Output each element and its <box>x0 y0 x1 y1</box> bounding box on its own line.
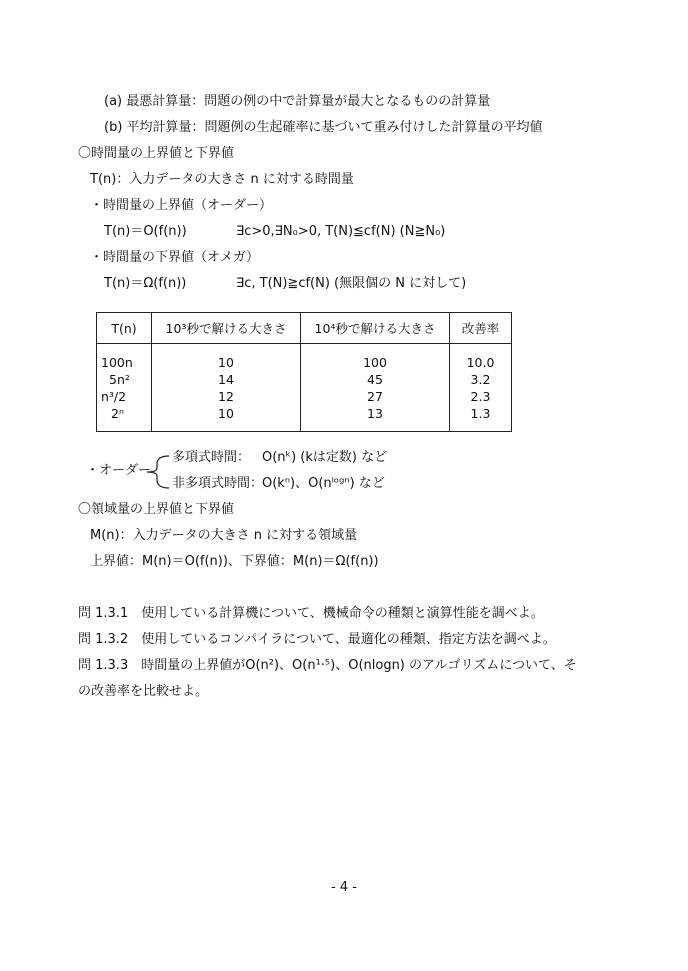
order-label: ・オーダー <box>86 463 152 478</box>
header-ratio: 改善率 <box>450 313 512 344</box>
line-worst-case: (a) 最悪計算量：問題の例の中で計算量が最大となるものの計算量 <box>104 94 491 109</box>
table-cell: 27 <box>367 389 383 404</box>
line-space-bounds: 上界値：M(n)＝O(f(n))、下界値：M(n)＝Ω(f(n)) <box>90 554 379 569</box>
table-body-row <box>97 344 512 432</box>
header-1e4: 10⁴秒で解ける大きさ <box>301 313 450 344</box>
upper-bound-formula: T(n)＝O(f(n)) <box>104 224 187 239</box>
question-1-3-3: 問 1.3.3 時間量の上界値がO(n²)、O(n¹·⁵)、O(nlogn) のアルゴリズムについて、そ <box>78 658 577 673</box>
line-average-case: (b) 平均計算量：問題例の生起確率に基づいて重み付けした計算量の平均値 <box>104 120 543 135</box>
header-tn: T(n) <box>97 313 152 344</box>
header-1e3: 10³秒で解ける大きさ <box>152 313 301 344</box>
table-cell: 10.0 <box>466 355 495 370</box>
table-cell: 3.2 <box>470 372 491 387</box>
lower-bound-condition: ∃c, T(N)≧cf(N) (無限個の N に対して) <box>236 276 467 291</box>
heading-space-bounds: 〇領域量の上界値と下界値 <box>78 502 235 517</box>
question-1-3-1: 問 1.3.1 使用している計算機について、機械命令の種類と演算性能を調べよ。 <box>78 606 544 621</box>
table-cell: 10 <box>218 355 234 370</box>
table-cell: n³/2 <box>101 389 127 404</box>
table-cell: 100n <box>101 355 133 370</box>
table-header-row <box>97 313 512 344</box>
line-tn-definition: T(n)：入力データの大きさ n に対する時間量 <box>90 172 354 187</box>
col-1e3 <box>152 344 301 432</box>
polynomial-value: O(nᵏ) (kは定数) など <box>262 450 388 465</box>
question-1-3-2: 問 1.3.2 使用しているコンパイラについて、最適化の種類、指定方法を調べよ。 <box>78 632 556 647</box>
nonpolynomial-label: 非多項式時間： <box>172 476 264 491</box>
table-cell: 12 <box>218 389 234 404</box>
upper-bound-condition: ∃c>0,∃N₀>0, T(N)≦cf(N) (N≧N₀) <box>236 224 446 239</box>
line-mn-definition: M(n)：入力データの大きさ n に対する領域量 <box>90 528 358 543</box>
question-1-3-3-continued: の改善率を比較せよ。 <box>78 684 209 699</box>
table-cell: 14 <box>218 372 234 387</box>
table-cell: 10 <box>218 406 234 421</box>
heading-upper-bound: ・時間量の上界値（オーダー） <box>90 198 273 213</box>
col-tn <box>97 344 152 432</box>
brace-icon <box>143 452 173 492</box>
table-cell: 1.3 <box>470 406 491 421</box>
table-cell: 2.3 <box>470 389 491 404</box>
table-cell: 2ⁿ <box>111 406 124 421</box>
heading-lower-bound: ・時間量の下界値（オメガ） <box>90 250 260 265</box>
complexity-table <box>96 312 512 432</box>
polynomial-label: 多項式時間： <box>172 450 251 465</box>
lower-bound-formula: T(n)＝Ω(f(n)) <box>104 276 187 291</box>
col-1e4 <box>301 344 450 432</box>
col-ratio <box>450 344 512 432</box>
heading-time-bounds: 〇時間量の上界値と下界値 <box>78 146 235 161</box>
table-cell: 5n² <box>109 372 130 387</box>
page-number: - 4 - <box>331 880 357 895</box>
table-cell: 13 <box>367 406 383 421</box>
table-cell: 100 <box>363 355 387 370</box>
table-cell: 45 <box>367 372 383 387</box>
nonpolynomial-value: O(kⁿ)、O(nˡᵒᵍⁿ) など <box>262 476 385 491</box>
